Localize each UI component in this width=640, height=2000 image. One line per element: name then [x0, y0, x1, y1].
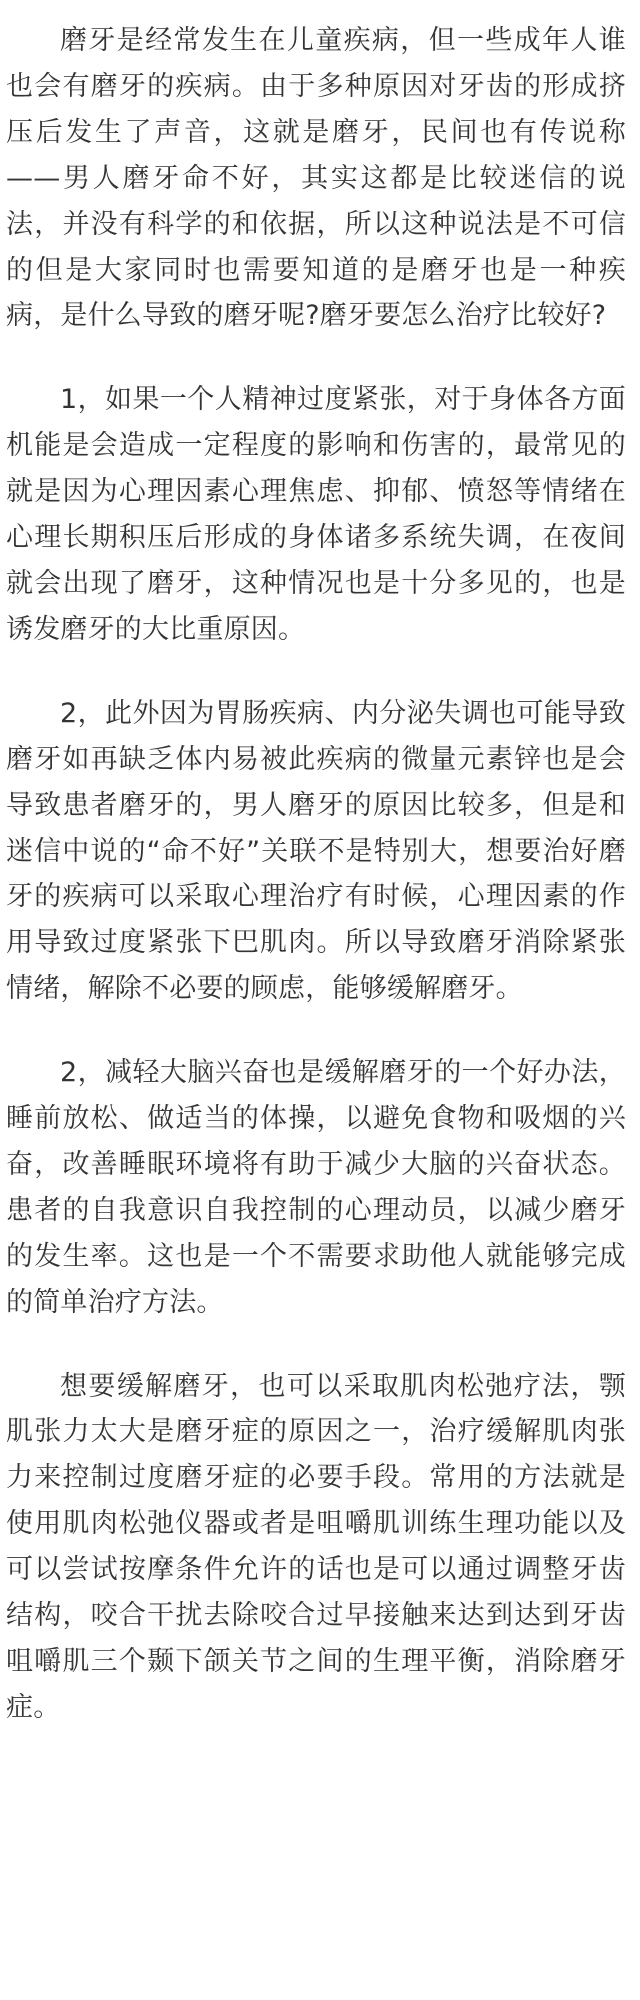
paragraph-intro: 磨牙是经常发生在儿童疾病，但一些成年人谁也会有磨牙的疾病。由于多种原因对牙齿的形成挤压后发生了声音，这就是磨牙，民间也有传说称——男人磨牙命不好，其实这都是比较迷信的说法，并没有科学的和依据，所以这种说法是不可信的但是大家同时也需要知道的是磨牙也是一种疾病，是什么导致的磨牙呢?磨牙要怎么治疗比较好? — [6, 25, 626, 332]
paragraph-muscle-relaxation: 想要缓解磨牙，也可以采取肌肉松弛疗法，颚肌张力太大是磨牙症的原因之一，治疗缓解肌肉张力来控制过度磨牙症的必要手段。常用的方法就是使用肌肉松弛仪器或者是咀嚼肌训练生理功能以及可以尝试按摩条件允许的话也是可以通过调整牙齿结构，咬合干扰去除咬合过早接触来达到达到牙齿咀嚼肌三个颞下颌关节之间的生理平衡，消除磨牙症。 — [6, 1370, 626, 1723]
paragraph-reduce-excitement: 2，减轻大脑兴奋也是缓解磨牙的一个好办法，睡前放松、做适当的体操，以避免食物和吸烟的兴奋，改善睡眠环境将有助于减少大脑的兴奋状态。患者的自我意识自我控制的心理动员，以减少磨牙的发生率。这也是一个不需要求助他人就能够完成的简单治疗方法。 — [6, 1057, 626, 1318]
paragraph-cause-stress: 1，如果一个人精神过度紧张，对于身体各方面机能是会造成一定程度的影响和伤害的，最常见的就是因为心理因素心理焦虑、抑郁、愤怒等情绪在心理长期积压后形成的身体诸多系统失调，在夜间就会出现了磨牙，这种情况也是十分多见的，也是诱发磨牙的大比重原因。 — [6, 384, 626, 645]
paragraph-cause-disease: 2，此外因为胃肠疾病、内分泌失调也可能导致磨牙如再缺乏体内易被此疾病的微量元素锌也是会导致患者磨牙的，男人磨牙的原因比较多，但是和迷信中说的“命不好”关联不是特别大，想要治好磨牙的疾病可以采取心理治疗有时候，心理因素的作用导致过度紧张下巴肌肉。所以导致磨牙消除紧张情绪，解除不必要的顾虑，能够缓解磨牙。 — [6, 697, 626, 1005]
